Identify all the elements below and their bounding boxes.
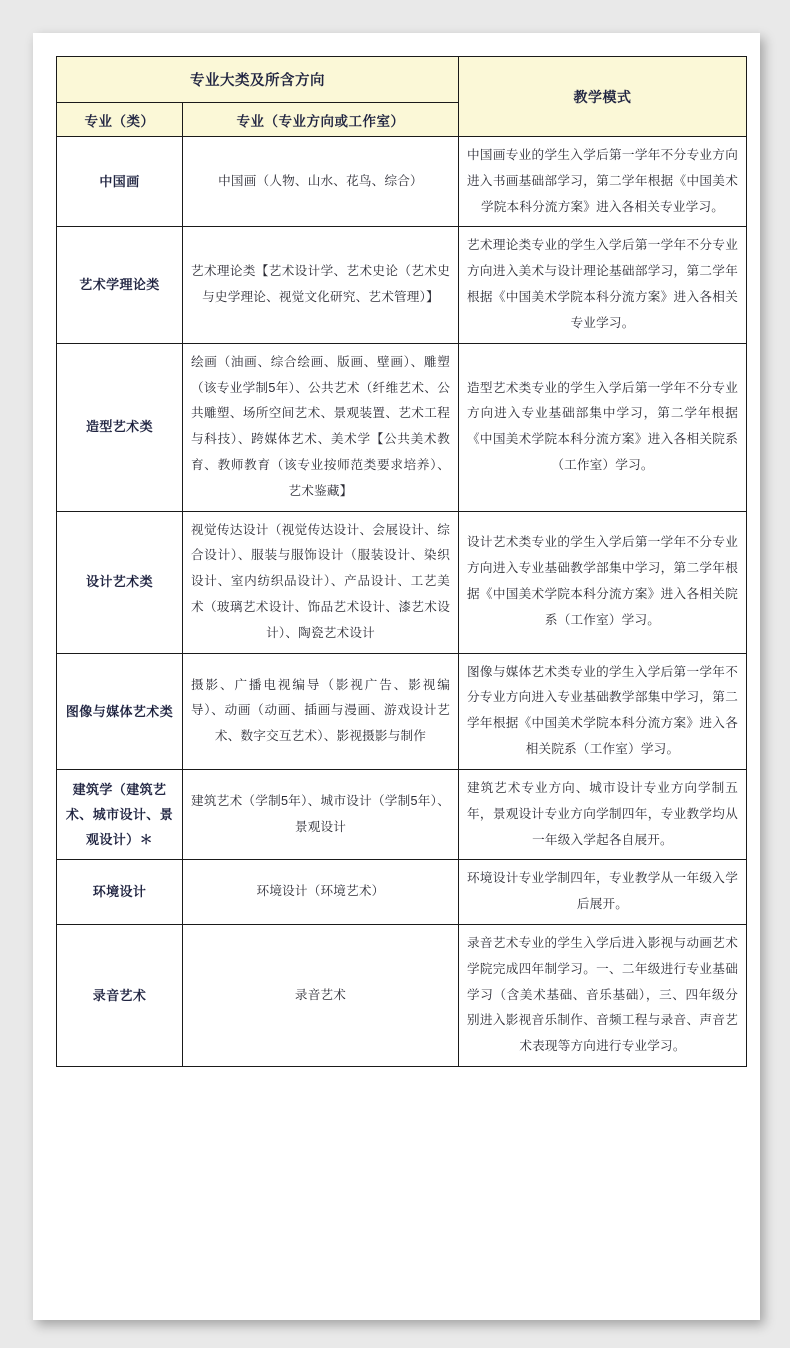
cell-category: 中国画 bbox=[57, 137, 183, 227]
header-row-group bbox=[57, 57, 747, 103]
table-header bbox=[57, 57, 747, 137]
table-row bbox=[57, 137, 747, 227]
cell-direction: 绘画（油画、综合绘画、版画、壁画）、雕塑（该专业学制5年）、公共艺术（纤维艺术、公共雕塑、场所空间艺术、景观装置、艺术工程与科技）、跨媒体艺术、美术学【公共美术教育、教师教育（该专业按师范类要求培养）、艺术鉴藏】 bbox=[183, 343, 459, 511]
table-row bbox=[57, 924, 747, 1066]
cell-category: 造型艺术类 bbox=[57, 343, 183, 511]
cell-direction: 环境设计（环境艺术） bbox=[183, 860, 459, 925]
cell-category: 图像与媒体艺术类 bbox=[57, 653, 183, 769]
cell-category: 环境设计 bbox=[57, 860, 183, 925]
cell-teaching-mode: 录音艺术专业的学生入学后进入影视与动画艺术学院完成四年制学习。一、二年级进行专业基础学习（含美术基础、音乐基础），三、四年级分别进入影视音乐制作、音频工程与录音、声音艺术表现等方向进行专业学习。 bbox=[459, 924, 747, 1066]
table-container bbox=[56, 56, 746, 1067]
cell-teaching-mode: 设计艺术类专业的学生入学后第一学年不分专业方向进入专业基础教学部集中学习，第二学年根据《中国美术学院本科分流方案》进入各相关院系（工作室）学习。 bbox=[459, 511, 747, 653]
cell-direction: 艺术理论类【艺术设计学、艺术史论（艺术史与史学理论、视觉文化研究、艺术管理）】 bbox=[183, 227, 459, 343]
header-teaching-mode: 教学模式 bbox=[459, 57, 747, 137]
cell-teaching-mode: 中国画专业的学生入学后第一学年不分专业方向进入书画基础部学习，第二学年根据《中国美术学院本科分流方案》进入各相关专业学习。 bbox=[459, 137, 747, 227]
table-row bbox=[57, 227, 747, 343]
table-row bbox=[57, 653, 747, 769]
header-major-direction: 专业（专业方向或工作室） bbox=[183, 103, 459, 137]
cell-teaching-mode: 造型艺术类专业的学生入学后第一学年不分专业方向进入专业基础部集中学习，第二学年根据《中国美术学院本科分流方案》进入各相关院系（工作室）学习。 bbox=[459, 343, 747, 511]
cell-teaching-mode: 环境设计专业学制四年，专业教学从一年级入学后展开。 bbox=[459, 860, 747, 925]
header-major-category: 专业（类） bbox=[57, 103, 183, 137]
cell-direction: 视觉传达设计（视觉传达设计、会展设计、综合设计）、服装与服饰设计（服装设计、染织设计、室内纺织品设计）、产品设计、工艺美术（玻璃艺术设计、饰品艺术设计、漆艺术设计）、陶瓷艺术设计 bbox=[183, 511, 459, 653]
header-majors-group: 专业大类及所含方向 bbox=[57, 57, 459, 103]
cell-category: 设计艺术类 bbox=[57, 511, 183, 653]
cell-category: 建筑学（建筑艺术、城市设计、景观设计）＊ bbox=[57, 769, 183, 859]
majors-teaching-mode-table bbox=[56, 56, 747, 1067]
cell-direction: 建筑艺术（学制5年）、城市设计（学制5年）、景观设计 bbox=[183, 769, 459, 859]
table-body bbox=[57, 137, 747, 1067]
cell-direction: 中国画（人物、山水、花鸟、综合） bbox=[183, 137, 459, 227]
cell-category: 录音艺术 bbox=[57, 924, 183, 1066]
cell-teaching-mode: 艺术理论类专业的学生入学后第一学年不分专业方向进入美术与设计理论基础部学习，第二学年根据《中国美术学院本科分流方案》进入各相关专业学习。 bbox=[459, 227, 747, 343]
table-row bbox=[57, 343, 747, 511]
cell-direction: 摄影、广播电视编导（影视广告、影视编导）、动画（动画、插画与漫画、游戏设计艺术、数字交互艺术）、影视摄影与制作 bbox=[183, 653, 459, 769]
table-row bbox=[57, 860, 747, 925]
cell-teaching-mode: 建筑艺术专业方向、城市设计专业方向学制五年，景观设计专业方向学制四年，专业教学均从一年级入学起各自展开。 bbox=[459, 769, 747, 859]
cell-teaching-mode: 图像与媒体艺术类专业的学生入学后第一学年不分专业方向进入专业基础教学部集中学习，第二学年根据《中国美术学院本科分流方案》进入各相关院系（工作室）学习。 bbox=[459, 653, 747, 769]
table-row bbox=[57, 511, 747, 653]
cell-category: 艺术学理论类 bbox=[57, 227, 183, 343]
table-row bbox=[57, 769, 747, 859]
cell-direction: 录音艺术 bbox=[183, 924, 459, 1066]
document-page bbox=[33, 33, 760, 1320]
